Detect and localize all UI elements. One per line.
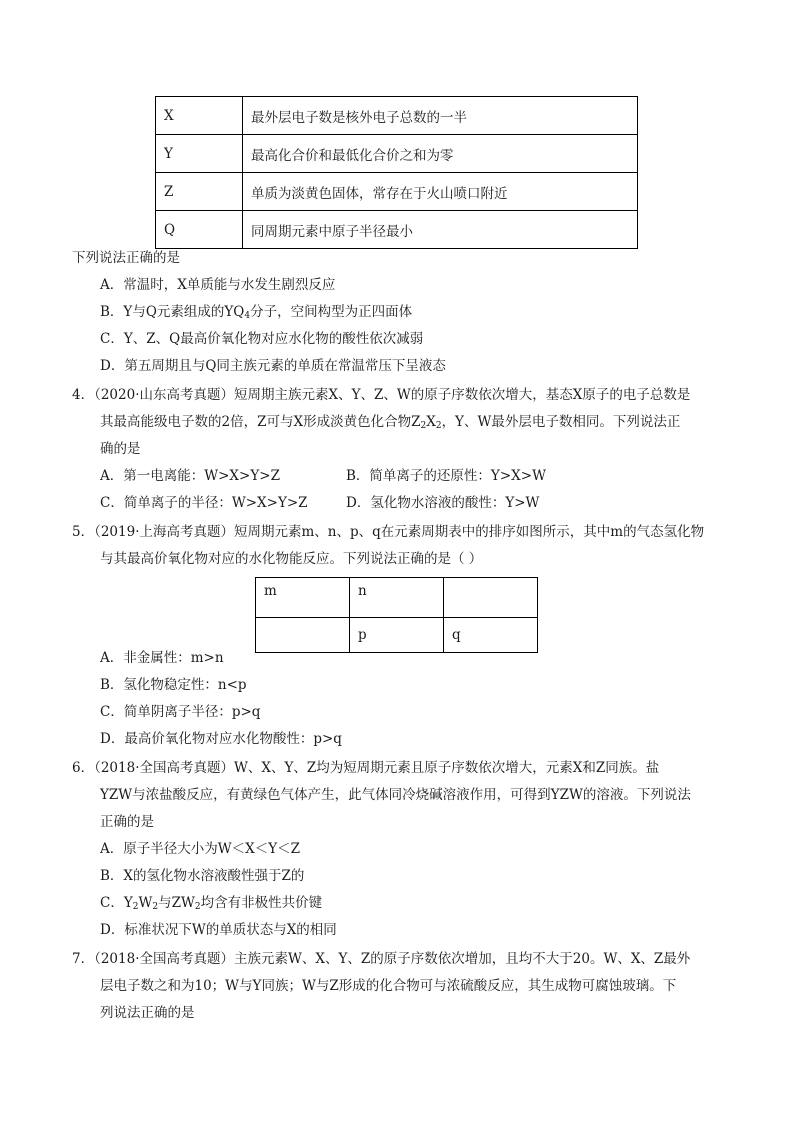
periodic-position-table: [255, 577, 538, 653]
table-cell: [444, 578, 538, 618]
q4-option-d: D．氢化物水溶液的酸性：Y>W: [346, 495, 540, 511]
table-row: [156, 97, 638, 135]
q6-stem-line3: 正确的是: [100, 814, 154, 830]
element-cell: X: [156, 97, 243, 135]
q5-option-d: D．最高价氧化物对应水化物酸性：p>q: [100, 731, 342, 747]
q5-option-b: B．氢化物稳定性：n<p: [100, 677, 247, 693]
q6-stem-line1: 6．（2018·全国高考真题）W、X、Y、Z均为短周期元素且原子序数依次增大，元素X和Z同族。盐: [72, 760, 660, 776]
q3-option-d: D．第五周期且与Q同主族元素的单质在常温常压下呈液态: [100, 358, 446, 374]
table-row: [256, 618, 538, 653]
table-cell: q: [444, 618, 538, 653]
q5-option-c: C．简单阴离子半径：p>q: [100, 704, 261, 720]
q3-option-a: A．常温时，X单质能与水发生剧烈反应: [100, 277, 336, 293]
q4-stem-line3: 确的是: [100, 441, 141, 457]
q5-stem-line1: 5．（2019·上海高考真题）短周期元素m、n、p、q在元素周期表中的排序如图所示，其中m的气态氢化物: [72, 524, 705, 540]
table-cell: n: [350, 578, 444, 618]
table-row: [156, 135, 638, 173]
q5-option-a: A．非金属性：m>n: [100, 650, 224, 666]
q3-prompt: 下列说法正确的是: [72, 250, 180, 266]
q6-option-a: A．原子半径大小为W＜X＜Y＜Z: [100, 841, 301, 857]
q3-option-b: B．Y与Q元素组成的$YQ_4$分子，空间构型为正四面体: [100, 304, 413, 321]
q6-option-d: D．标准状况下W的单质状态与X的相同: [100, 922, 337, 938]
q5-stem-line2: 与其最高价氧化物对应的水化物能反应。下列说法正确的是（ ）: [100, 551, 483, 567]
table-cell: p: [350, 618, 444, 653]
element-cell: Z: [156, 173, 243, 211]
property-cell: 最外层电子数是核外电子总数的一半: [243, 97, 638, 135]
element-cell: Q: [156, 211, 243, 249]
property-cell: 同周期元素中原子半径最小: [243, 211, 638, 249]
table-row: [156, 173, 638, 211]
property-cell: 最高化合价和最低化合价之和为零: [243, 135, 638, 173]
table-row: [156, 211, 638, 249]
q7-stem-line1: 7．（2018·全国高考真题）主族元素W、X、Y、Z的原子序数依次增加，且均不大于20。W、X、Z最外: [72, 951, 691, 967]
table-row: [256, 578, 538, 618]
property-cell: 单质为淡黄色固体，常存在于火山喷口附近: [243, 173, 638, 211]
q7-stem-line3: 列说法正确的是: [100, 1005, 195, 1021]
element-cell: Y: [156, 135, 243, 173]
q4-option-c: C．简单离子的半径：W>X>Y>Z: [100, 495, 308, 511]
q4-option-b: B．简单离子的还原性：Y>X>W: [346, 468, 546, 484]
q6-option-b: B．X的氢化物水溶液酸性强于Z的: [100, 868, 305, 884]
q6-stem-line2: YZW与浓盐酸反应，有黄绿色气体产生，此气体同冷烧碱溶液作用，可得到YZW的溶液。下列说法: [100, 787, 691, 803]
q3-option-c: C．Y、Z、Q最高价氧化物对应水化物的酸性依次减弱: [100, 331, 424, 347]
q4-stem-line2: 其最高能级电子数的2倍，Z可与X形成淡黄色化合物$Z_2X_2$，Y、W最外层电子数相同。下列说法正: [100, 414, 681, 431]
q4-option-a: A．第一电离能：W>X>Y>Z: [100, 468, 280, 484]
element-property-table: [155, 96, 638, 249]
table-cell: m: [256, 578, 350, 618]
q4-stem-line1: 4．（2020·山东高考真题）短周期主族元素X、Y、Z、W的原子序数依次增大，基态X原子的电子总数是: [72, 387, 691, 403]
q7-stem-line2: 层电子数之和为10；W与Y同族；W与Z形成的化合物可与浓硫酸反应，其生成物可腐蚀玻璃。下: [100, 978, 677, 994]
q6-option-c: C．$Y_2W_2$与$ZW_2$均含有非极性共价键: [100, 895, 323, 912]
table-cell: [256, 618, 350, 653]
